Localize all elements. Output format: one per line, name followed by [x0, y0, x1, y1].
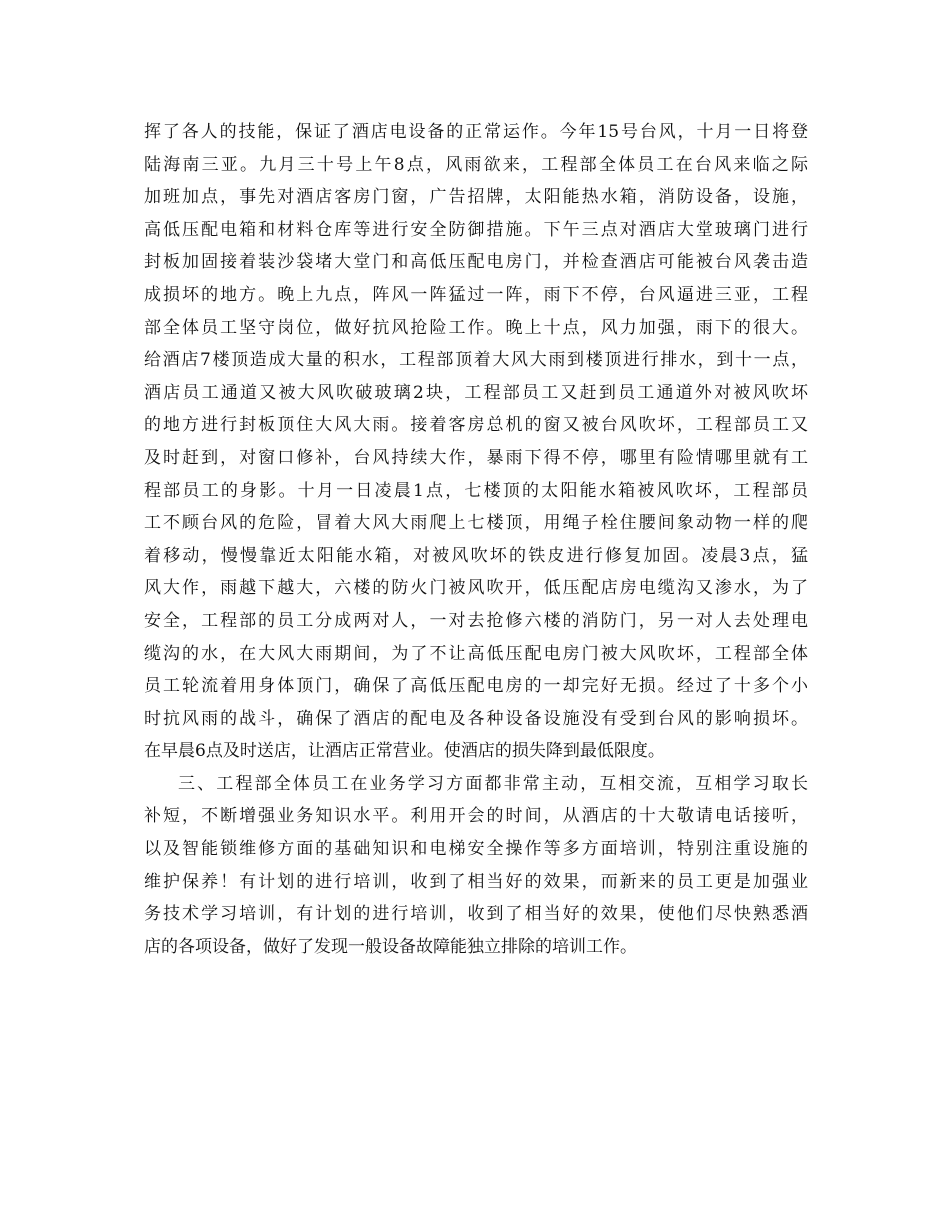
text-line: 部全体员工坚守岗位，做好抗风抢险工作。晚上十点，风力加强，雨下的很大。: [144, 317, 808, 338]
document-body: [144, 116, 808, 963]
text-line: 时抗风雨的战斗，确保了酒店的配电及各种设备设施没有受到台风的影响损坏。: [144, 708, 808, 729]
text-line: 工不顾台风的危险，冒着大风大雨爬上七楼顶，用绳子栓住腰间象动物一样的爬: [144, 513, 808, 534]
text-line: 高低压配电箱和材料仓库等进行安全防御措施。下午三点对酒店大堂玻璃门进行: [144, 219, 808, 240]
text-line: 以及智能锁维修方面的基础知识和电梯安全操作等多方面培训，特别注重设施的: [144, 839, 808, 860]
text-line: 三、工程部全体员工在业务学习方面都非常主动，互相交流，互相学习取长: [178, 773, 808, 794]
text-line: 及时赶到，对窗口修补，台风持续大作，暴雨下得不停，哪里有险情哪里就有工: [144, 447, 808, 468]
text-line: 员工轮流着用身体顶门，确保了高低压配电房的一却完好无损。经过了十多个小: [144, 676, 808, 697]
text-line: 风大作，雨越下越大，六楼的防火门被风吹开，低压配店房电缆沟又渗水，为了: [144, 578, 808, 599]
text-line: 酒店员工通道又被大风吹破玻璃2块，工程部员工又赶到员工通道外对被风吹坏: [144, 382, 808, 403]
text-line: 维护保养！有计划的进行培训，收到了相当好的效果，而新来的员工更是加强业: [144, 871, 808, 892]
text-line: 务技术学习培训，有计划的进行培训，收到了相当好的效果，使他们尽快熟悉酒: [144, 904, 808, 925]
text-line: 封板加固接着装沙袋堵大堂门和高低压配电房门，并检查酒店可能被台风袭击造: [144, 252, 808, 273]
text-line: 陆海南三亚。九月三十号上午8点，风雨欲来，工程部全体员工在台风来临之际: [144, 154, 808, 175]
paragraph-staff-training: [144, 768, 808, 964]
text-line: 补短，不断增强业务知识水平。利用开会的时间，从酒店的十大敬请电话接听，: [144, 806, 808, 827]
text-line: 店的各项设备，做好了发现一般设备故障能独立排除的培训工作。: [144, 936, 637, 957]
text-line: 挥了各人的技能，保证了酒店电设备的正常运作。今年15号台风，十月一日将登: [144, 122, 808, 142]
text-line: 给酒店7楼顶造成大量的积水，工程部顶着大风大雨到楼顶进行排水，到十一点，: [144, 350, 808, 371]
text-line: 程部员工的身影。十月一日凌晨1点，七楼顶的太阳能水箱被风吹坏，工程部员: [144, 480, 808, 501]
text-line: 着移动，慢慢靠近太阳能水箱，对被风吹坏的铁皮进行修复加固。凌晨3点，猛: [144, 545, 808, 566]
paragraph-typhoon-response: [144, 116, 808, 768]
text-line: 缆沟的水，在大风大雨期间，为了不让高低压配电房门被大风吹坏，工程部全体: [144, 643, 808, 664]
text-line: 安全，工程部的员工分成两对人，一对去抢修六楼的消防门，另一对人去处理电: [144, 610, 808, 631]
text-line: 的地方进行封板顶住大风大雨。接着客房总机的窗又被台风吹坏，工程部员工又: [144, 415, 808, 436]
text-line: 加班加点，事先对酒店客房门窗，广告招牌，太阳能热水箱，消防设备，设施，: [144, 187, 808, 208]
text-line: 在早晨6点及时送店，让酒店正常营业。使酒店的损失降到最低限度。: [144, 741, 665, 762]
text-line: 成损坏的地方。晚上九点，阵风一阵猛过一阵，雨下不停，台风逼进三亚，工程: [144, 284, 808, 305]
